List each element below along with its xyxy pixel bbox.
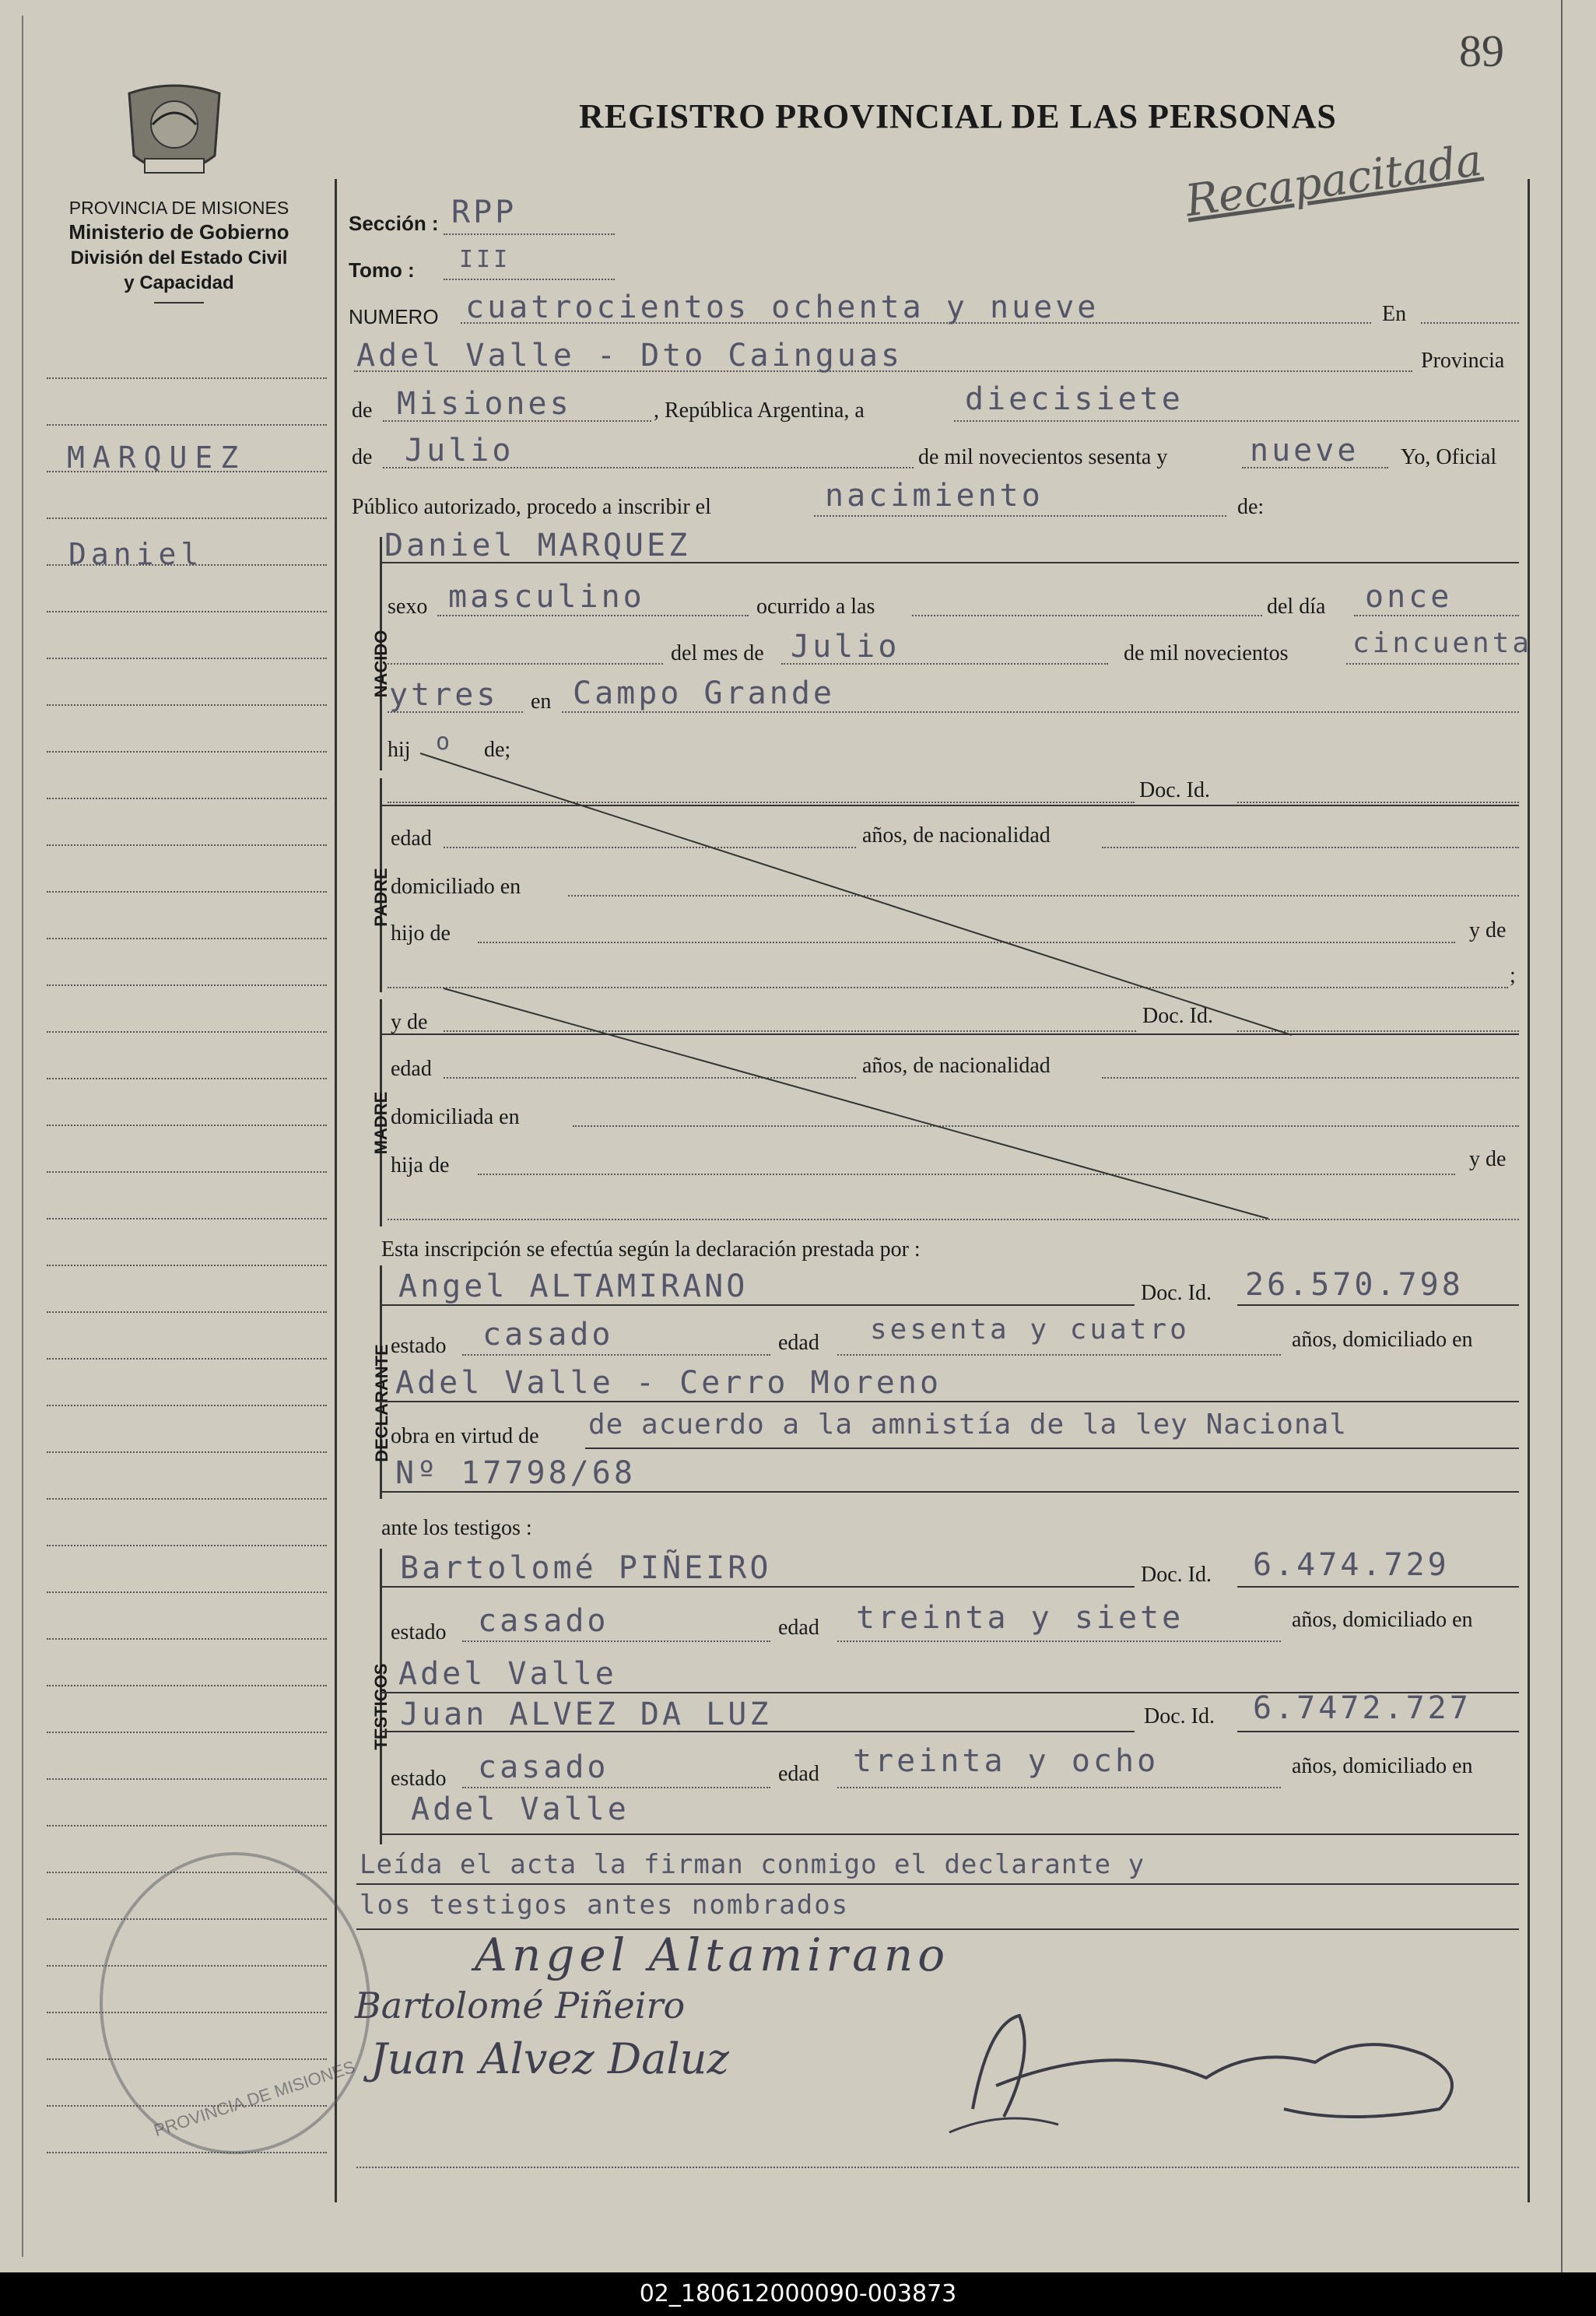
declarante-doc-label: Doc. Id.	[1141, 1281, 1212, 1305]
padre-semicolon: ;	[1510, 963, 1516, 988]
hij-suffix-value: o	[436, 728, 454, 756]
closing-line-2: los testigos antes nombrados	[360, 1890, 850, 1921]
testigo1-estado-label: estado	[391, 1620, 447, 1644]
declarante-estado-label: estado	[391, 1334, 447, 1358]
declarante-anos-label: años, domiciliado en	[1292, 1328, 1473, 1352]
declarante-estado-value: casado	[482, 1317, 614, 1353]
testigo2-edad-label: edad	[778, 1762, 819, 1786]
testigo1-domicilio-value: Adel Valle	[398, 1656, 617, 1692]
lugar-nac-value: Campo Grande	[573, 676, 835, 711]
padre-domicilio-label: domiciliado en	[391, 875, 521, 899]
margin-surname: MARQUEZ	[67, 440, 247, 475]
fecha-dia-value: diecisiete	[965, 381, 1184, 417]
tomo-label: Tomo :	[349, 258, 415, 282]
testigo1-anos-label: años, domiciliado en	[1292, 1608, 1473, 1632]
testigo2-doc-value: 6.7472.727	[1253, 1690, 1471, 1726]
publico-label: Público autorizado, procedo a inscribir el	[352, 495, 711, 519]
testigo1-doc-value: 6.474.729	[1253, 1547, 1450, 1583]
madre-anos-label: años, de nacionalidad	[862, 1054, 1051, 1078]
madre-y-de-label: y de	[391, 1010, 428, 1034]
seccion-value: RPP	[451, 195, 517, 230]
anio-nac-value-2: ytres	[389, 677, 499, 713]
de-colon-label: de:	[1237, 495, 1265, 519]
padre-anos-label: años, de nacionalidad	[862, 823, 1051, 847]
mil-nov-label: de mil novecientos	[1124, 641, 1289, 665]
testigo1-estado-value: casado	[478, 1603, 609, 1639]
acto-value: nacimiento	[825, 478, 1044, 514]
padre-hijo-label: hijo de	[391, 921, 451, 946]
numero-label: NUMERO	[349, 305, 439, 328]
fecha-mes-value: Julio	[405, 433, 514, 468]
declarante-edad-label: edad	[778, 1331, 819, 1355]
sesenta-label: de mil novecientos sesenta y	[918, 445, 1168, 469]
provincia-value: Misiones	[397, 386, 572, 422]
signature-declarante: Angel Altamirano	[475, 1928, 950, 1981]
nacido-side-label: NACIDO	[371, 630, 391, 698]
ministry-label: Ministerio de Gobierno	[68, 220, 289, 244]
nacido-nombre-value: Daniel MARQUEZ	[384, 528, 691, 563]
province-label: PROVINCIA DE MISIONES	[68, 198, 289, 218]
madre-side-label: MADRE	[371, 1091, 391, 1155]
anio-nac-value-1: cincuenta	[1352, 627, 1533, 659]
dia-value: once	[1365, 579, 1453, 615]
ante-testigos-label: ante los testigos :	[381, 1516, 532, 1540]
official-stamp	[100, 1852, 370, 2154]
madre-edad-label: edad	[391, 1057, 432, 1081]
en-lugar-label: en	[531, 690, 552, 714]
testigo2-domicilio-value: Adel Valle	[411, 1791, 630, 1827]
testigo2-estado-value: casado	[478, 1749, 609, 1785]
de-label-2: de	[352, 445, 373, 469]
stamp-text: PROVINCIA DE MISIONES	[151, 2056, 358, 2141]
division-label: División del Estado Civil	[70, 247, 288, 268]
closing-line-1: Leída el acta la firman conmigo el declarante y	[360, 1849, 1145, 1880]
ocurrido-label: ocurrido a las	[756, 595, 875, 619]
madre-doc-label: Doc. Id.	[1142, 1004, 1213, 1028]
declarante-nombre-value: Angel ALTAMIRANO	[398, 1269, 749, 1304]
filename-bar: 02_180612000090-003873	[0, 2272, 1596, 2316]
obra-value-2: Nº 17798/68	[395, 1455, 636, 1491]
del-dia-label: del día	[1267, 595, 1326, 619]
sexo-label: sexo	[388, 595, 428, 619]
numero-value: cuatrocientos ochenta y nueve	[465, 290, 1100, 325]
declarante-domicilio-value: Adel Valle - Cerro Moreno	[395, 1365, 942, 1401]
obra-value-1: de acuerdo a la amnistía de la ley Nacional	[588, 1409, 1347, 1440]
hij-de-label: de;	[484, 738, 511, 762]
del-mes-label: del mes de	[671, 641, 764, 665]
testigo2-nombre-value: Juan ALVEZ DA LUZ	[400, 1697, 772, 1732]
madre-y-de-label-2: y de	[1469, 1147, 1507, 1171]
testigos-side-label: TESTIGOS	[371, 1663, 391, 1750]
declarante-edad-value: sesenta y cuatro	[870, 1314, 1190, 1346]
sexo-value: masculino	[448, 579, 645, 615]
page-title: REGISTRO PROVINCIAL DE LAS PERSONAS	[579, 97, 1337, 135]
signature-officer	[879, 1992, 1502, 2148]
padre-y-de-label: y de	[1469, 918, 1507, 942]
obra-label: obra en virtud de	[391, 1424, 539, 1448]
mes-value: Julio	[791, 629, 900, 665]
seccion-label: Sección :	[349, 212, 439, 235]
testigo1-nombre-value: Bartolomé PIÑEIRO	[400, 1550, 772, 1586]
testigo2-anos-label: años, domiciliado en	[1292, 1754, 1473, 1778]
testigo1-edad-label: edad	[778, 1616, 819, 1640]
en-label: En	[1382, 302, 1407, 326]
testigo1-doc-label: Doc. Id.	[1141, 1563, 1212, 1587]
madre-domicilio-label: domiciliada en	[391, 1105, 520, 1129]
de-label-1: de	[352, 398, 373, 423]
padre-edad-label: edad	[391, 826, 432, 851]
signature-testigo-1: Bartolomé Piñeiro	[355, 1984, 686, 2026]
yo-oficial-label: Yo, Oficial	[1401, 445, 1497, 469]
declarante-side-label: DECLARANTE	[372, 1344, 391, 1462]
capacity-label: y Capacidad	[124, 272, 234, 293]
margin-given-name: Daniel	[68, 537, 204, 571]
declarante-doc-value: 26.570.798	[1245, 1267, 1464, 1303]
padre-side-label: PADRE	[371, 868, 391, 927]
testigo2-estado-label: estado	[391, 1767, 447, 1791]
provincia-label: Provincia	[1421, 349, 1505, 373]
madre-hija-label: hija de	[391, 1153, 450, 1177]
padre-doc-label: Doc. Id.	[1139, 778, 1210, 802]
signature-testigo-2: Juan Alvez Daluz	[370, 2034, 729, 2083]
inscripcion-label: Esta inscripción se efectúa según la declaración prestada por :	[381, 1237, 921, 1262]
testigo1-edad-value: treinta y siete	[856, 1600, 1184, 1636]
page-number: 89	[1459, 26, 1504, 76]
republica-label: , República Argentina, a	[654, 398, 865, 423]
lugar-value: Adel Valle - Dto Cainguas	[356, 338, 903, 374]
tomo-value: III	[459, 246, 511, 273]
testigo2-edad-value: treinta y ocho	[853, 1743, 1159, 1779]
anio-value: nueve	[1250, 433, 1359, 468]
testigo2-doc-label: Doc. Id.	[1144, 1704, 1215, 1728]
hij-label: hij	[388, 738, 411, 762]
recapacitada-annotation: Recapacitada	[1182, 135, 1486, 227]
